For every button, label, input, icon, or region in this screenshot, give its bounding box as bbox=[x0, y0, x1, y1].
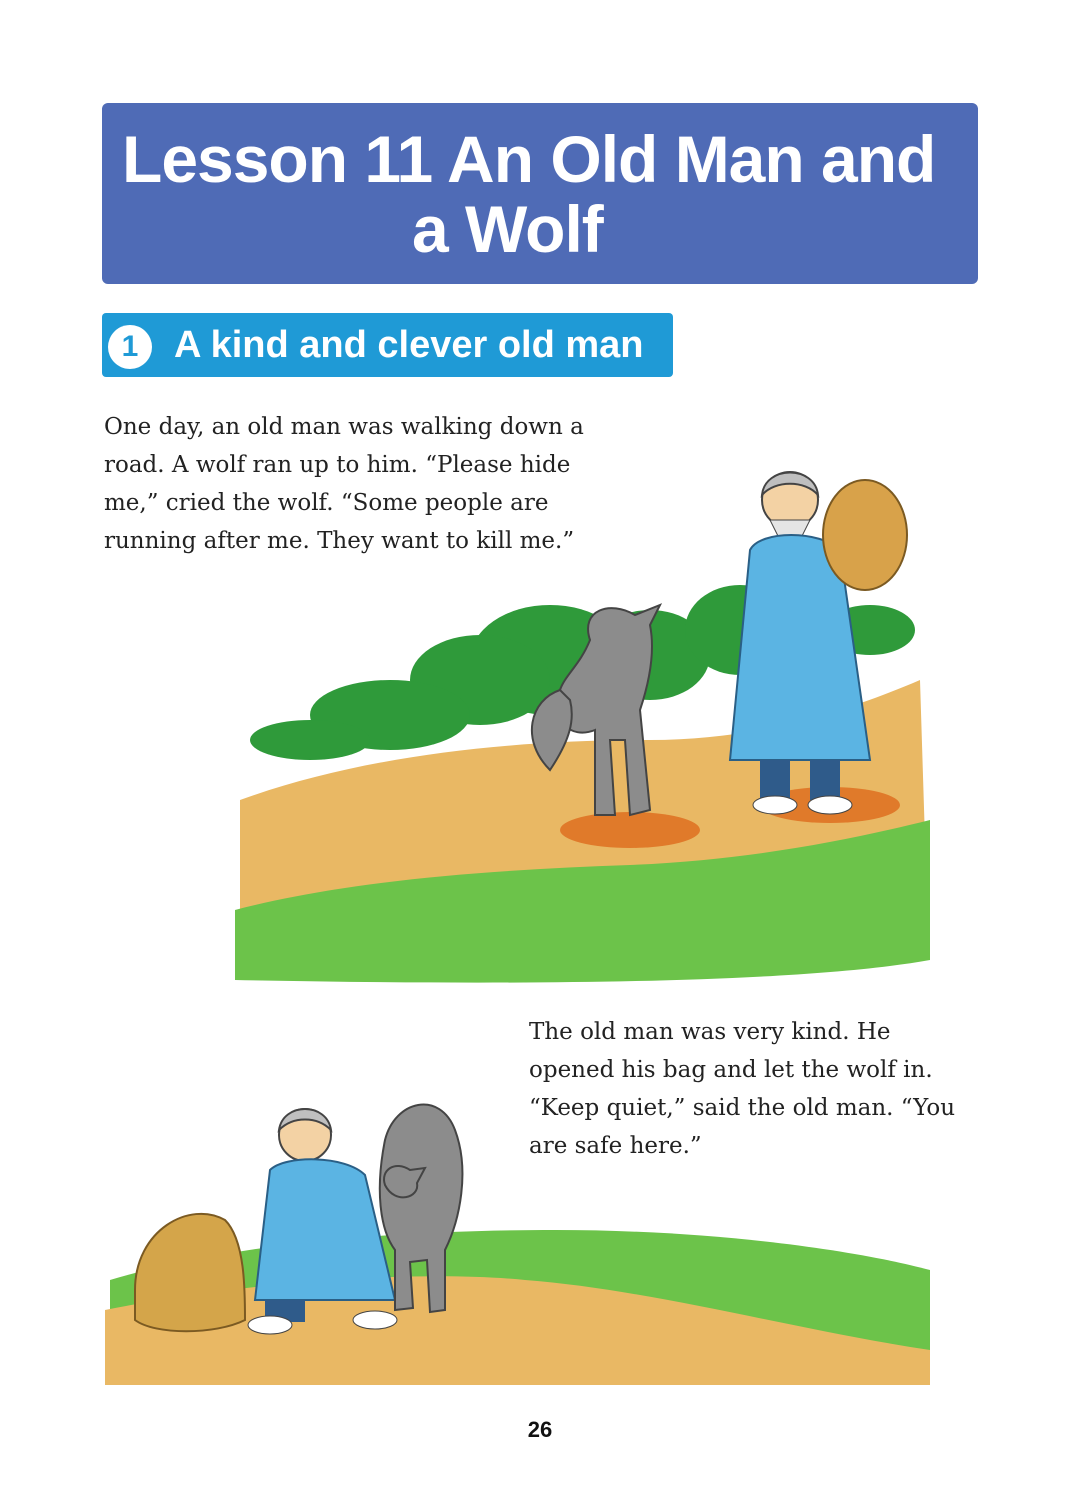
lesson-title-line2: a Wolf bbox=[412, 192, 603, 266]
story-paragraph-1: One day, an old man was walking down a road. A wolf ran up to him. “Please hide me,” cried the wolf. “Some people are running after me. They want to kill me.” bbox=[104, 414, 584, 554]
lesson-title: Lesson 11 An Old Man and bbox=[122, 122, 936, 196]
section-number-badge: 1 bbox=[108, 325, 152, 369]
illustration-old-man-hiding-wolf-in-bag bbox=[95, 1080, 935, 1390]
section-title: A kind and clever old man bbox=[174, 324, 644, 366]
story-paragraph-2: The old man was very kind. He opened his bag and let the wolf in. “Keep quiet,” said the old man. “You are safe here.” bbox=[529, 1019, 956, 1159]
illustration-old-man-and-wolf-on-road bbox=[230, 440, 930, 990]
page-number: 26 bbox=[527, 1417, 553, 1442]
old-man-illustration bbox=[248, 1109, 397, 1334]
sack-illustration bbox=[135, 1214, 245, 1331]
